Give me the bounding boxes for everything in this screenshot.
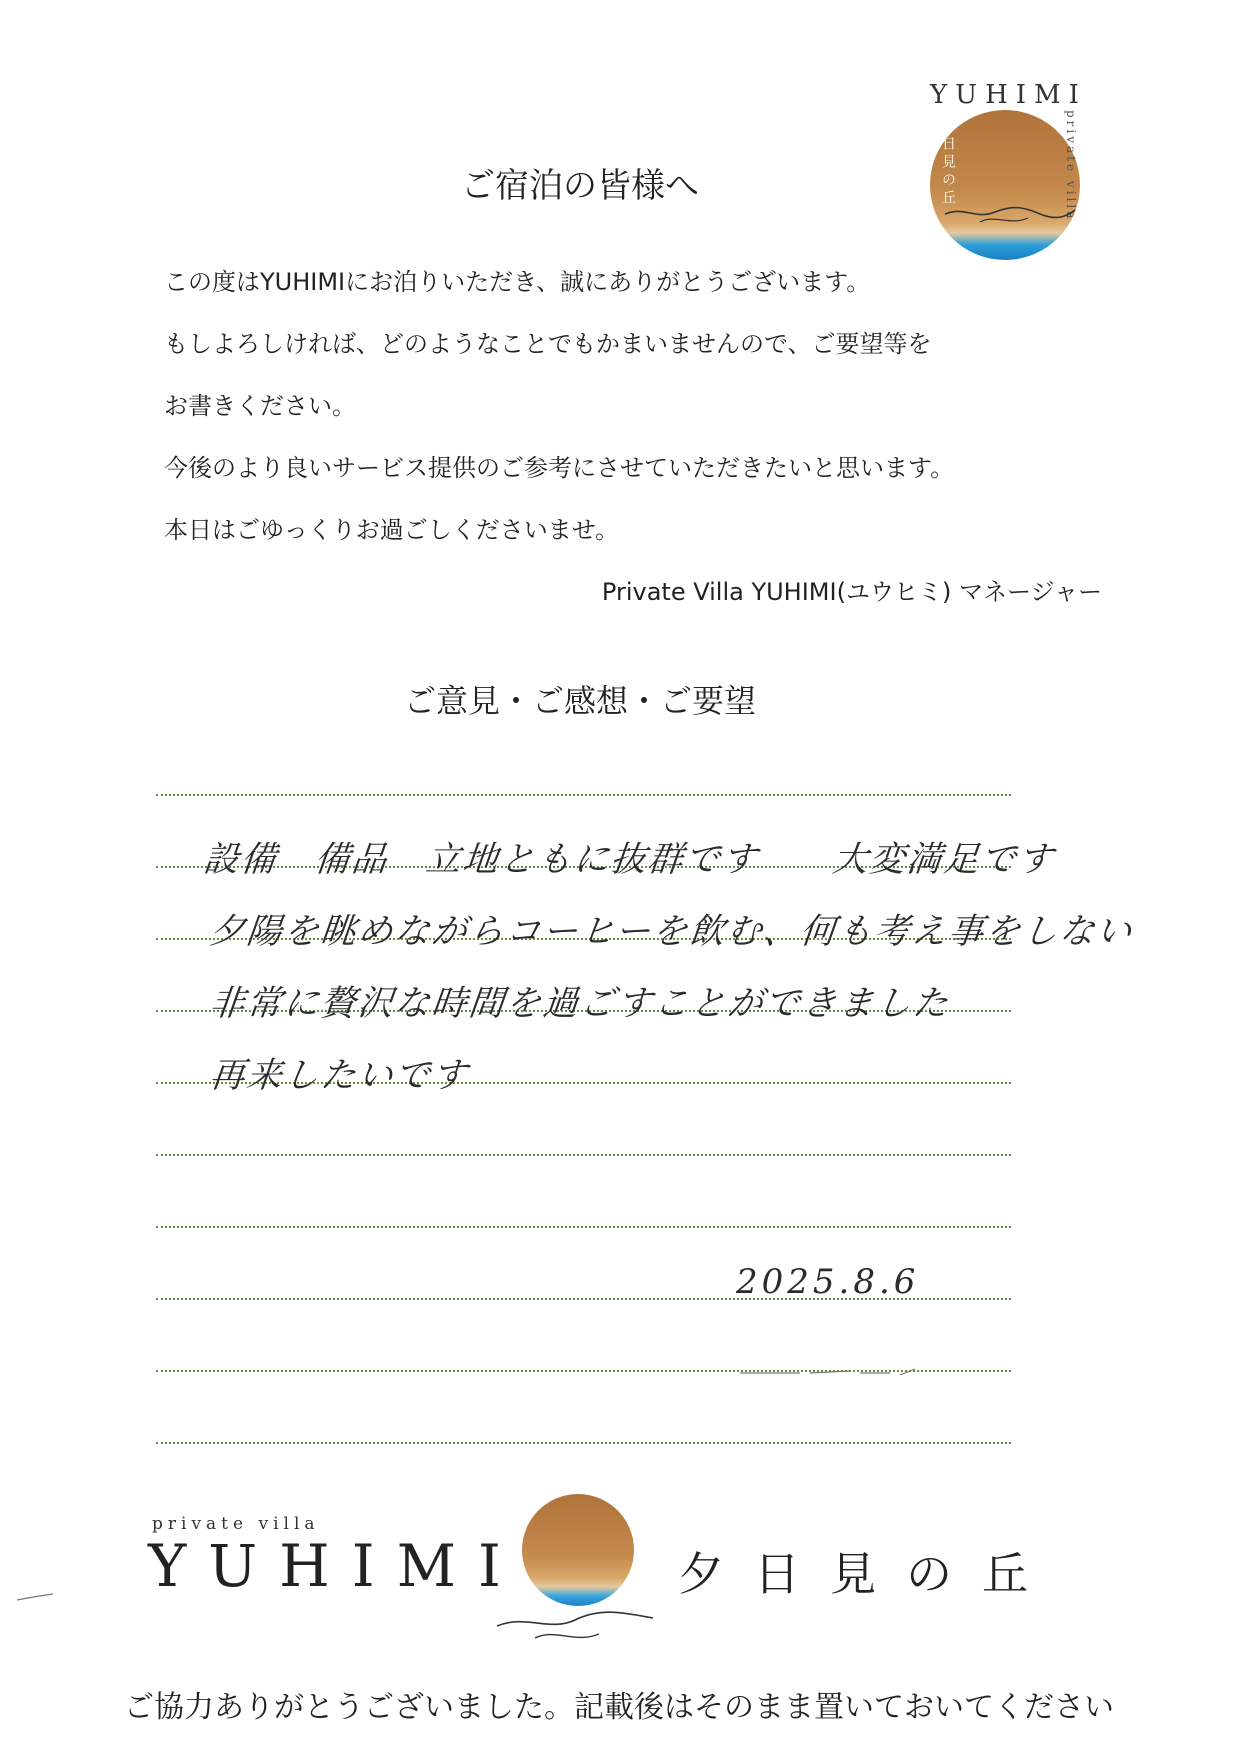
logo-private-villa: private villa (152, 1514, 320, 1534)
logo-vertical-en: private villa (1064, 110, 1078, 222)
handwritten-date: 2025.8.6 (736, 1262, 920, 1302)
intro-paragraph (164, 262, 1064, 572)
dotted-rule (156, 1226, 1011, 1228)
sunset-circle-icon (522, 1494, 634, 1606)
handwritten-comment: 非常に贅沢な時間を過ごすことができました (207, 984, 952, 1024)
stray-pen-mark (15, 1590, 55, 1604)
logo-name-en: YUHIMI (148, 1532, 523, 1600)
section-title: ご意見・ご感想・ご要望 (403, 682, 756, 720)
yuhimi-logo-bottom (0, 1488, 1238, 1668)
intro-line: もしよろしければ、どのようなことでもかまいませんので、ご要望等を (164, 330, 932, 358)
intro-line: この度はYUHIMIにお泊りいただき、誠にありがとうございます。 (164, 268, 871, 296)
wave-signature-icon (495, 1606, 655, 1650)
logo-name-jp: 夕日見の丘 (678, 1547, 1058, 1601)
manager-signature: Private Villa YUHIMI(ユウヒミ) マネージャー (601, 578, 1102, 606)
page-title: ご宿泊の皆様へ (461, 166, 699, 206)
footer-message: ご協力ありがとうございました。記載後はそのまま置いておいてください (124, 1690, 1114, 1725)
dotted-rule (156, 1154, 1011, 1156)
handwritten-comment: 設備 備品 立地ともに抜群です 大変満足です (201, 840, 1057, 880)
dotted-rule (156, 794, 1011, 796)
redacted-name-mark (740, 1365, 940, 1379)
handwritten-comment: 再来したいです (207, 1056, 471, 1096)
logo-vertical-jp: 夕日見の丘 (940, 118, 956, 208)
handwritten-comment: 夕陽を眺めながらコーヒーを飲む、何も考え事をしない (207, 912, 1136, 952)
intro-line: 今後のより良いサービス提供のご参考にさせていただきたいと思います。 (164, 454, 955, 482)
intro-line: お書きください。 (164, 392, 356, 420)
logo-wordmark: YUHIMI (930, 80, 1087, 110)
intro-line: 本日はごゆっくりお過ごしくださいませ。 (164, 516, 620, 544)
dotted-rule (156, 1442, 1011, 1444)
